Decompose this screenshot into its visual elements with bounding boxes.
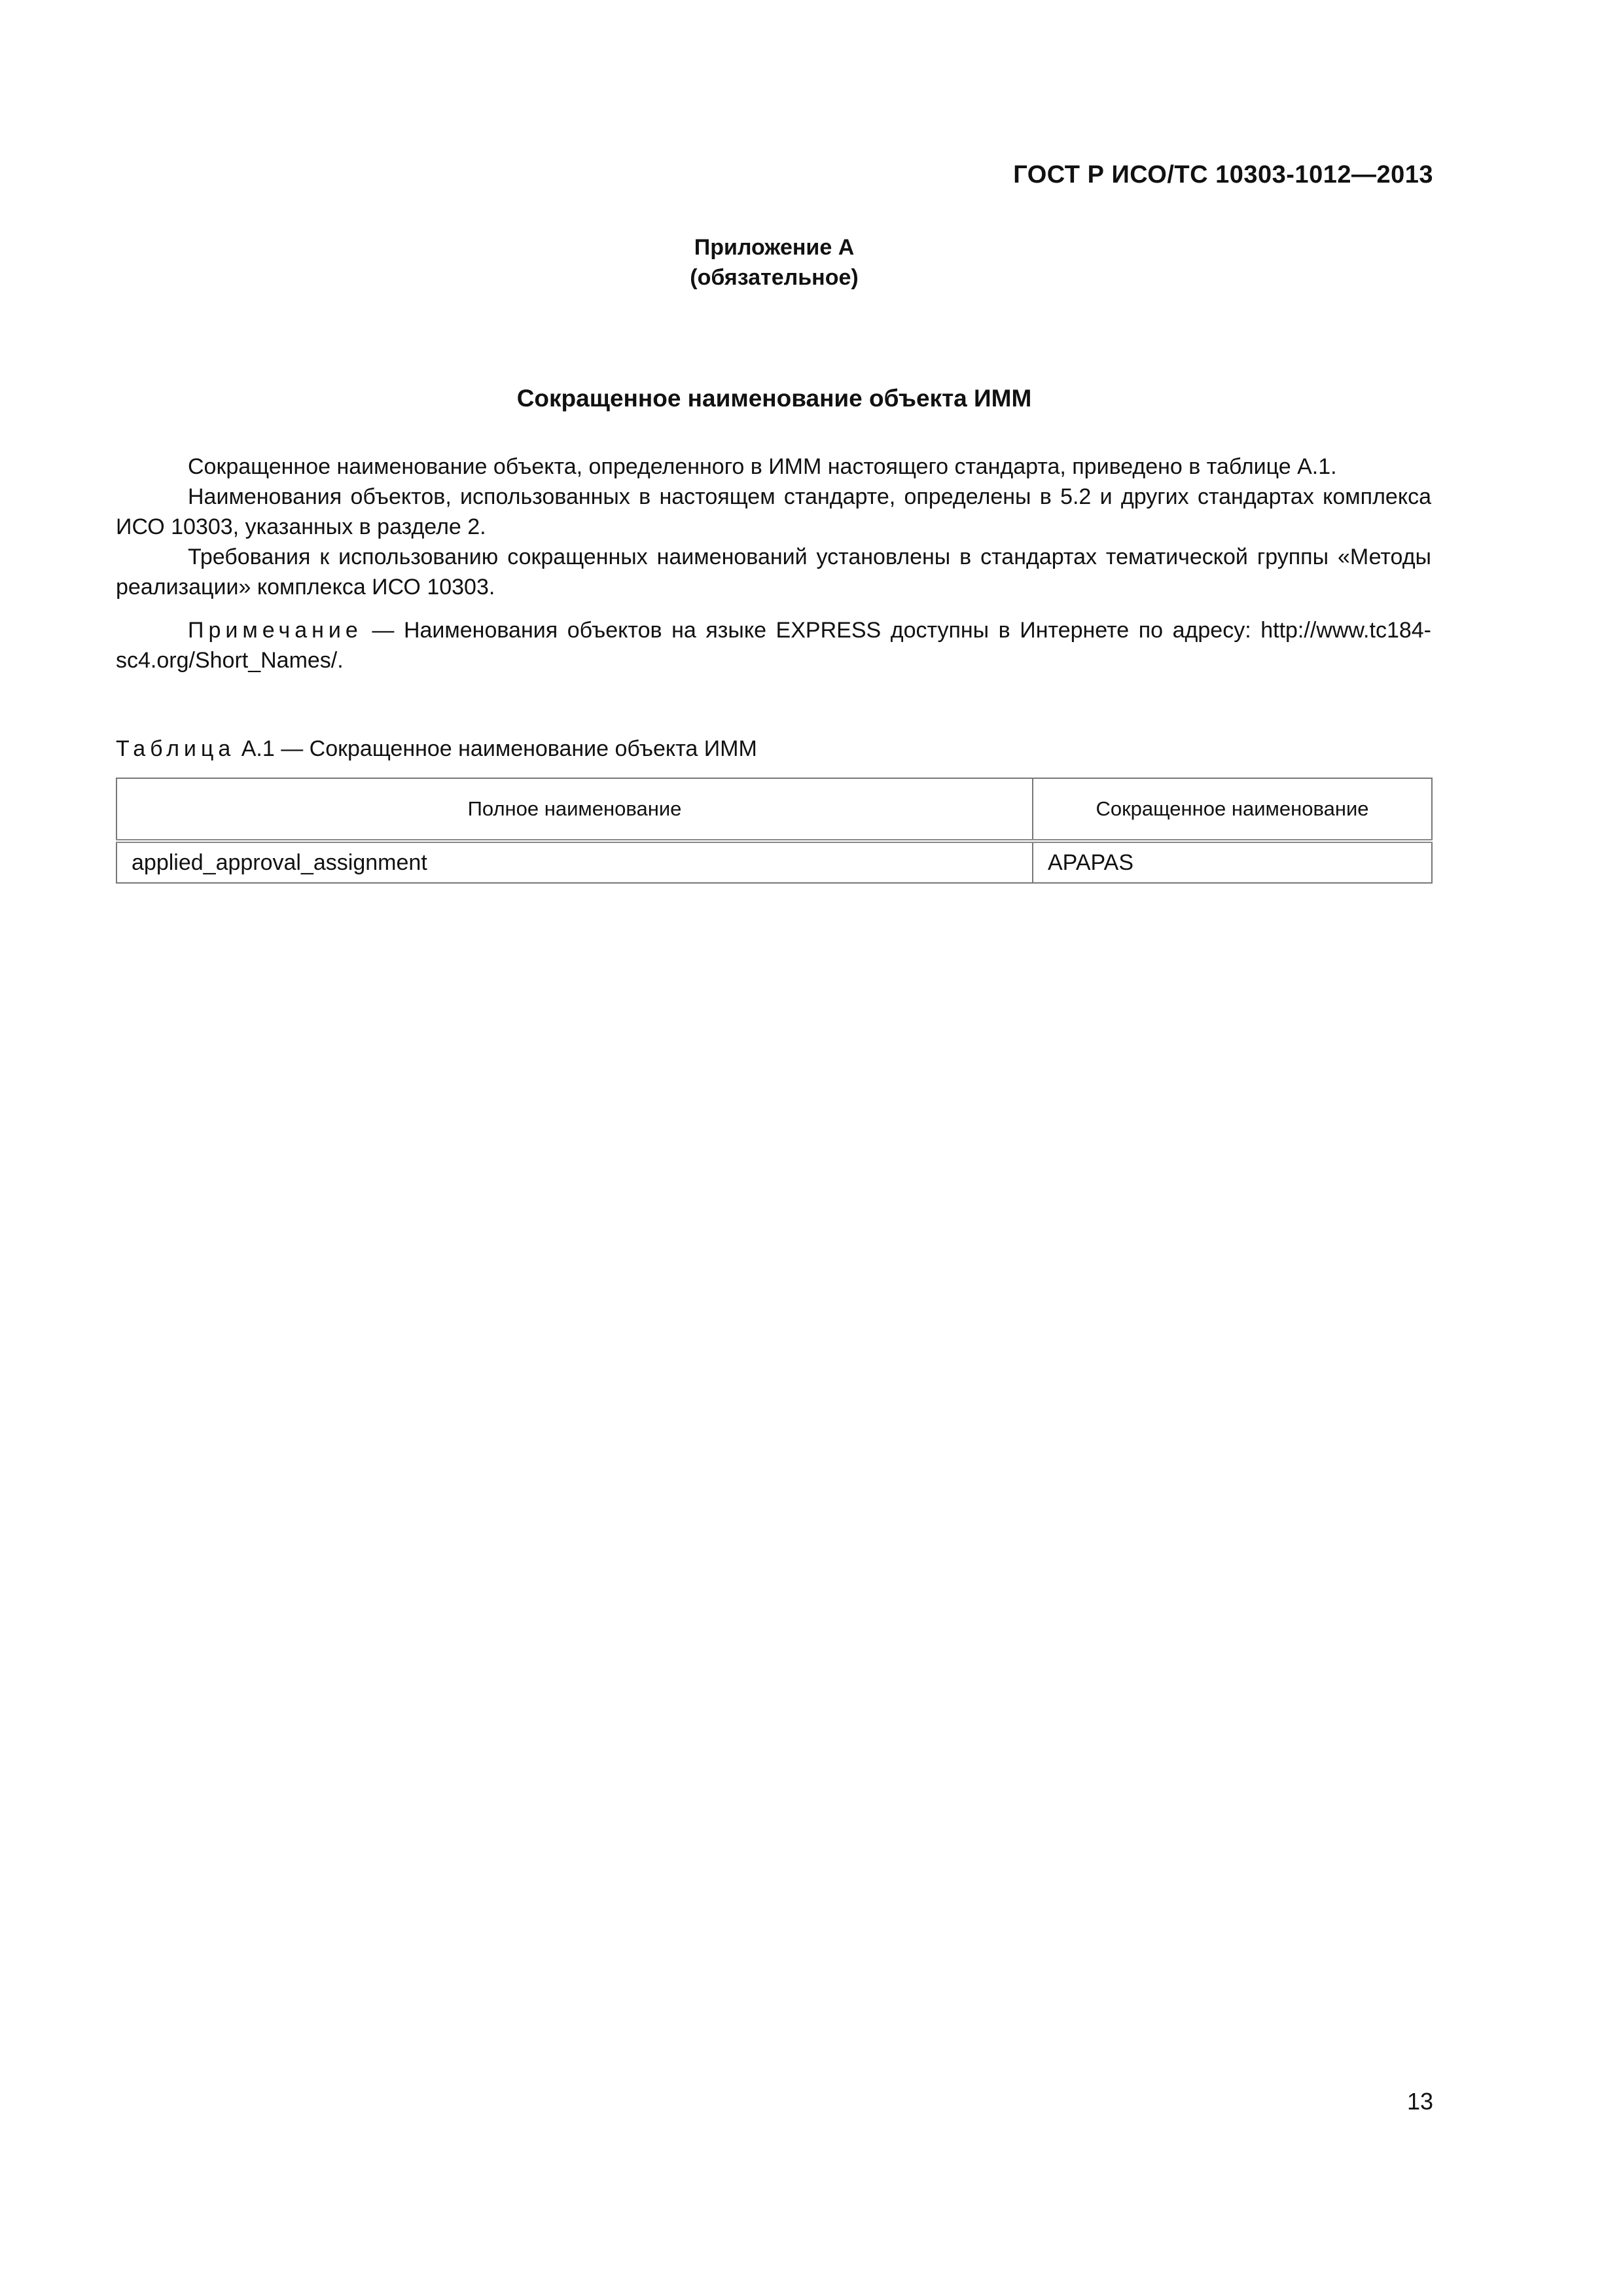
annex-title: Приложение А — [694, 235, 855, 260]
section-title: Сокращенное наименование объекта ИММ — [516, 385, 1032, 412]
paragraph-2: Наименования объектов, использованных в настоящем стандарте, определены в 5.2 и других стандартах комплекса ИСО 10303, указанных в разделе 2. — [116, 484, 1431, 539]
note-text: — Наименования объектов на языке EXPRESS доступны в Интернете по адресу: http://www.tc184-sc4.org/Short_Names/. — [116, 618, 1431, 673]
table-caption — [116, 736, 757, 762]
table-row — [116, 841, 1432, 883]
note — [116, 615, 1431, 675]
paragraph-1: Сокращенное наименование объекта, определенного в ИММ настоящего стандарта, приведено в таблице А.1. — [188, 454, 1337, 479]
column-header-short-name: Сокращенное наименование — [1033, 778, 1432, 841]
annex-heading — [0, 232, 1548, 293]
note-label: Примечание — [188, 618, 363, 643]
body-text — [116, 452, 1431, 675]
short-names-table — [116, 778, 1433, 884]
column-header-full-name: Полное наименование — [116, 778, 1033, 841]
table-caption-text: А.1 — Сокращенное наименование объекта ИММ — [235, 736, 757, 761]
table-caption-label: Таблица — [116, 736, 236, 761]
table-header-row — [116, 778, 1432, 841]
page-number: 13 — [1406, 2088, 1433, 2115]
document-code: ГОСТ Р ИСО/ТС 10303-1012—2013 — [1013, 161, 1433, 188]
cell-full-name: applied_approval_assignment — [116, 841, 1033, 883]
cell-short-name: APAPAS — [1033, 841, 1432, 883]
paragraph-3: Требования к использованию сокращенных наименований установлены в стандартах тематической группы «Методы реализации» комплекса ИСО 10303. — [116, 545, 1431, 600]
annex-status: (обязательное) — [690, 265, 859, 290]
